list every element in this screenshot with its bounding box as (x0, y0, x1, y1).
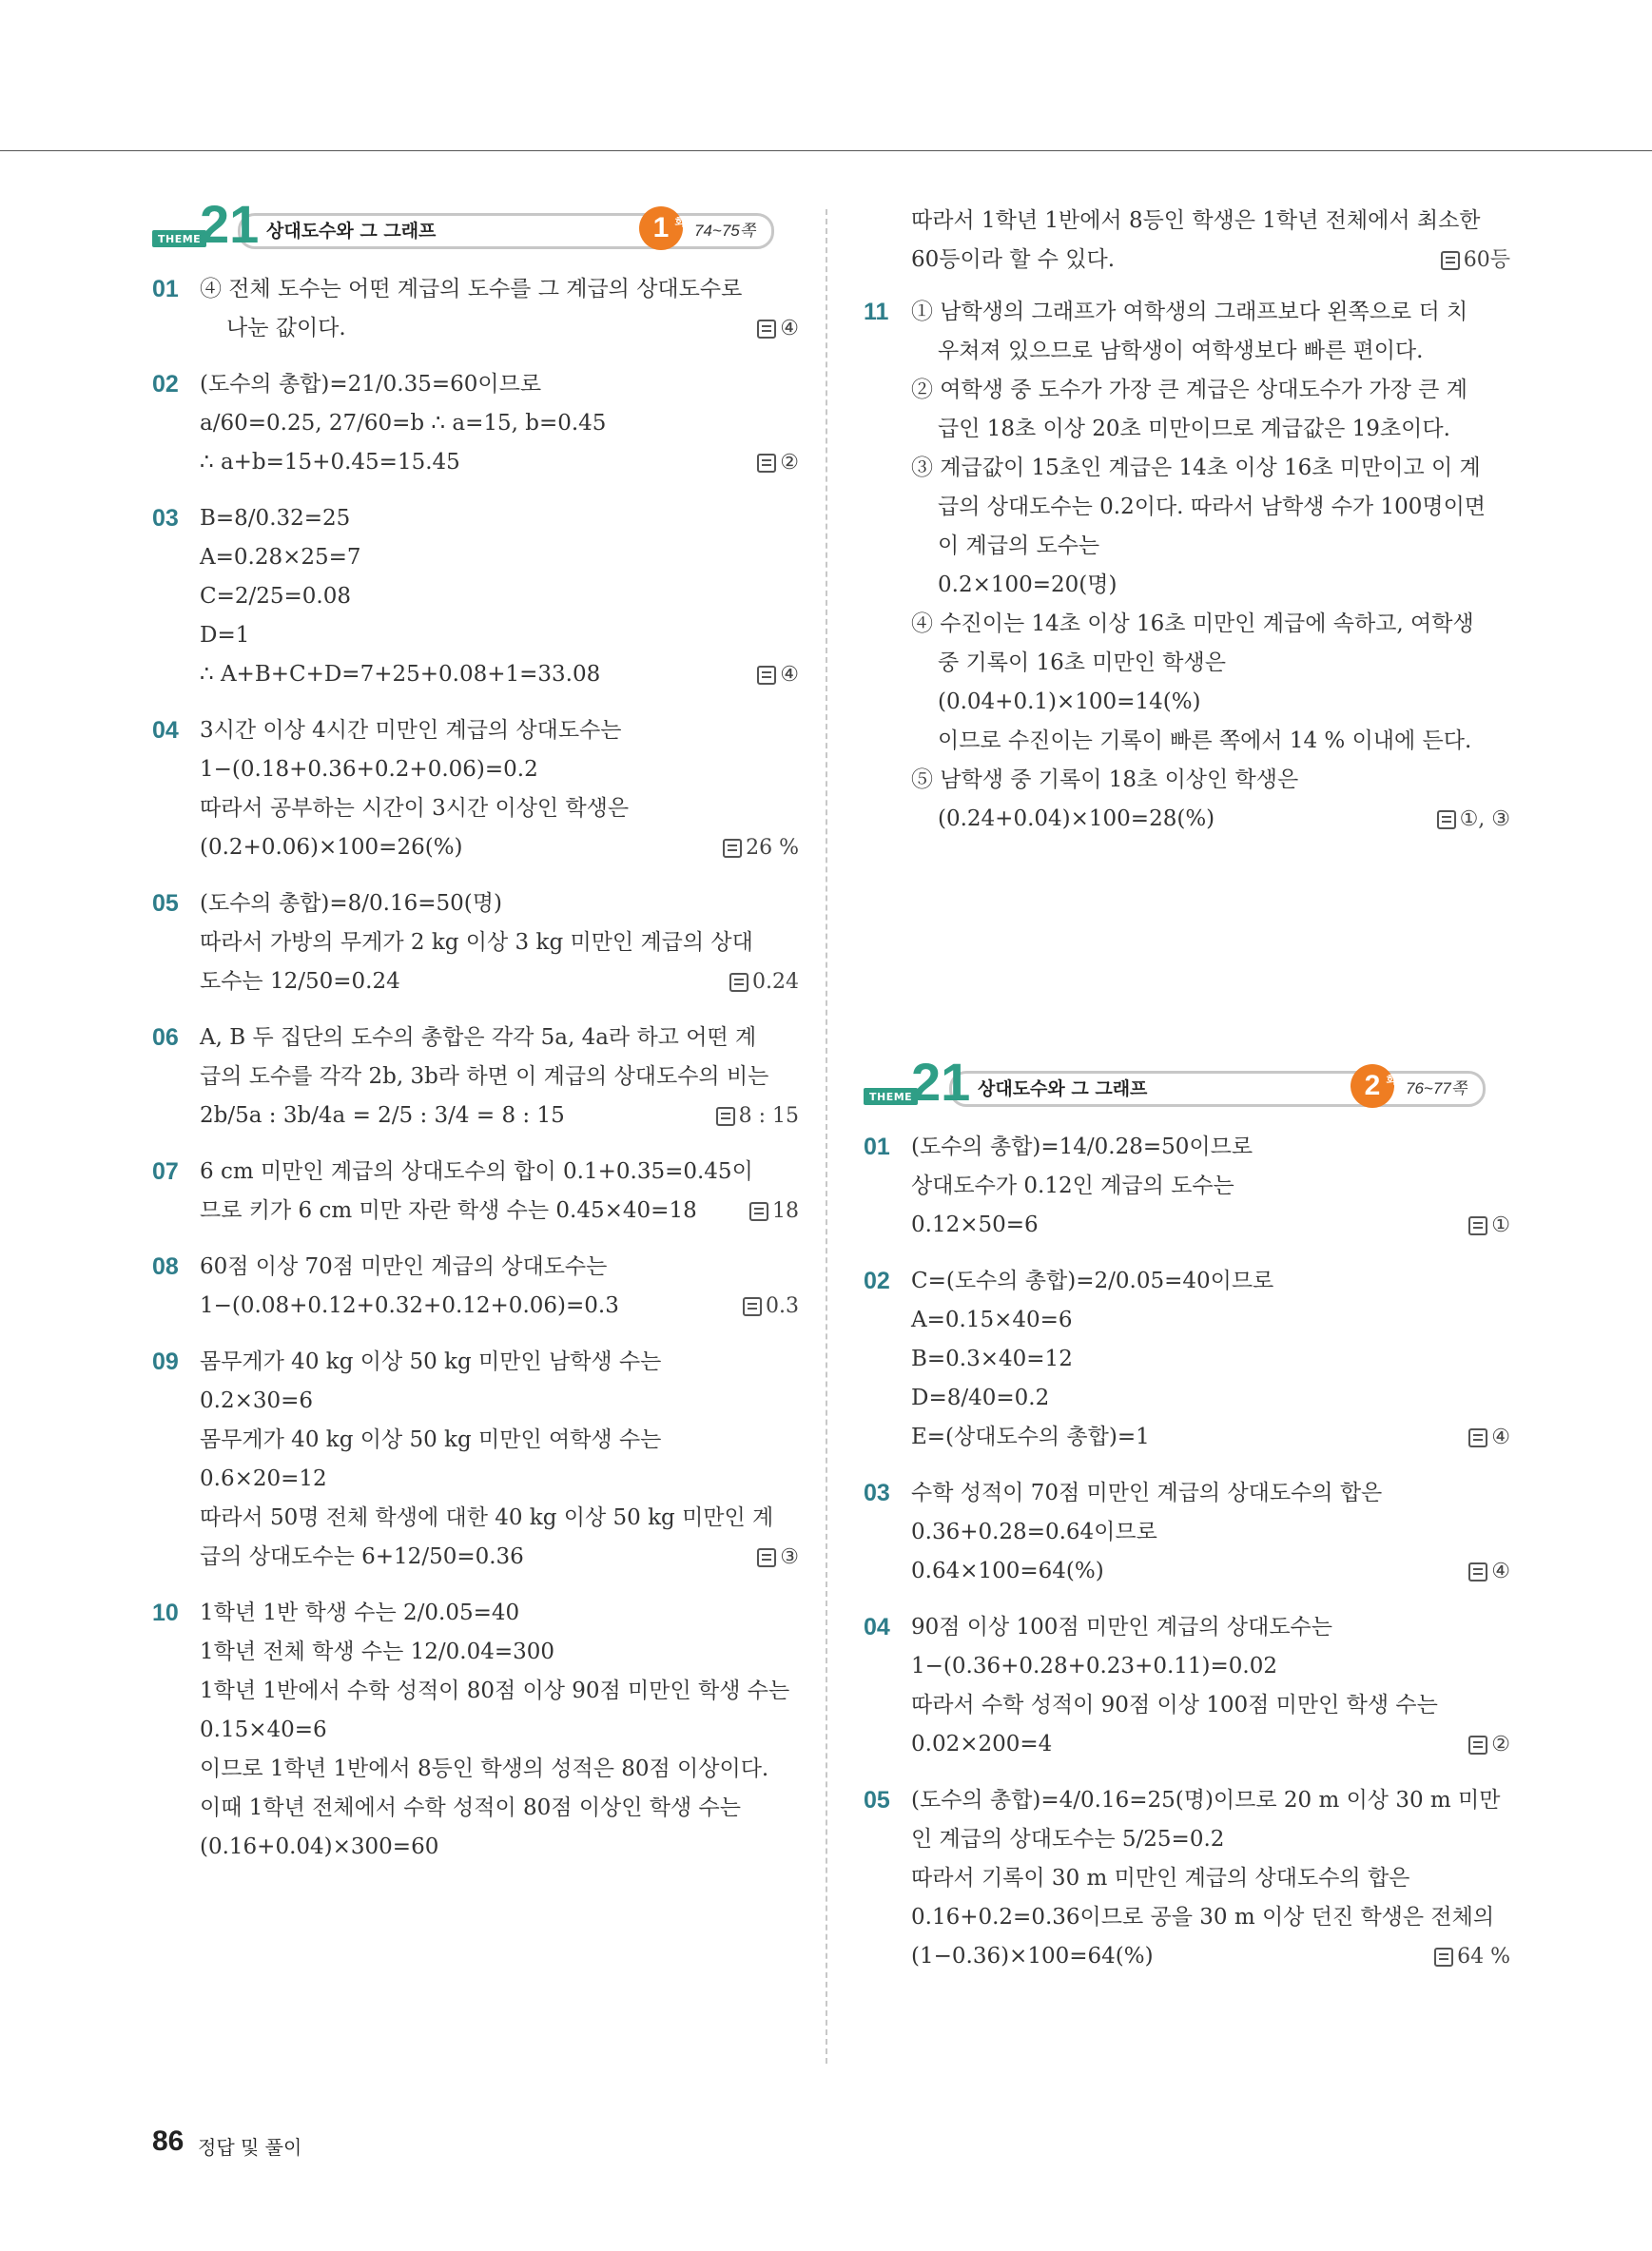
problem-02 (152, 365, 799, 482)
problem-08 (152, 1248, 799, 1326)
solution-text: 따라서 50명 전체 학생에 대한 40 kg 이상 50 kg 미만인 계 (200, 1505, 774, 1530)
carry-block (864, 202, 1510, 280)
solution-line (200, 1538, 799, 1577)
solution-text: ∴ A+B+C+D=7+25+0.08+1=33.08 (200, 662, 601, 687)
solution-text: 따라서 수학 성적이 90점 이상 100점 미만인 학생 수는 (911, 1693, 1438, 1717)
answer-value: ④ (1491, 1426, 1510, 1449)
solution-text: D=1 (200, 623, 250, 648)
answer-mark (1437, 800, 1510, 839)
solution-text: 0.02×200=4 (911, 1732, 1053, 1756)
carry-over-text (864, 202, 1510, 280)
problem-number: 02 (864, 1268, 890, 1294)
problem-number: 07 (152, 1158, 179, 1185)
solution-text: C=2/25=0.08 (200, 584, 352, 609)
answer-icon (1434, 1948, 1453, 1967)
solution-text: E=(상대도수의 총합)=1 (911, 1425, 1150, 1449)
theme-number: 21 (200, 194, 260, 254)
solution-line (911, 1340, 1510, 1379)
solution-line (200, 1153, 799, 1192)
solution-line (911, 1820, 1510, 1859)
problem-05 (864, 1781, 1510, 1976)
solution-line (911, 1262, 1510, 1301)
problem-02 (864, 1262, 1510, 1457)
solution-text: 1학년 1반에서 수학 성적이 80점 이상 90점 미만인 학생 수는 (200, 1679, 790, 1703)
answer-mark (757, 443, 799, 482)
solution-line (911, 1608, 1510, 1647)
solution-text: 이므로 1학년 1반에서 8등인 학생의 성적은 80점 이상이다. (200, 1756, 769, 1781)
problem-01 (152, 270, 799, 348)
answer-mark (757, 655, 799, 694)
solution-line (200, 1460, 799, 1499)
solution-line (911, 1167, 1510, 1206)
problem-06 (152, 1019, 799, 1135)
problem-03 (152, 499, 799, 694)
answer-icon (757, 666, 776, 685)
solution-text: 0.15×40=6 (200, 1717, 327, 1742)
answer-mark (1468, 1725, 1510, 1764)
solution-line (911, 1128, 1510, 1167)
left-problem-list (152, 270, 799, 1867)
solution-line (911, 1513, 1510, 1552)
solution-line (200, 1672, 799, 1711)
solution-line (200, 499, 799, 538)
solution-line (200, 1421, 799, 1460)
solution-line (200, 616, 799, 655)
answer-mark (749, 1192, 799, 1231)
problem-number: 05 (864, 1787, 890, 1814)
solution-line (200, 1343, 799, 1382)
solution-line (200, 828, 799, 867)
solution-line (911, 1418, 1510, 1457)
solution-line (200, 711, 799, 750)
solution-text: 0.64×100=64(%) (911, 1559, 1104, 1583)
solution-line (911, 683, 1510, 722)
solution-text: 3시간 이상 4시간 미만인 계급의 상대도수는 (200, 718, 622, 743)
solution-text: C=(도수의 총합)=2/0.05=40이므로 (911, 1269, 1274, 1293)
solution-text: D=8/40=0.2 (911, 1386, 1050, 1410)
answer-value: ④ (780, 317, 799, 340)
answer-value: ① (1491, 1213, 1510, 1237)
answer-icon (749, 1202, 768, 1221)
problem-number: 01 (152, 276, 179, 302)
answer-icon (1468, 1562, 1487, 1582)
answer-mark (757, 309, 799, 348)
answer-mark (1468, 1418, 1510, 1457)
solution-line (200, 1019, 799, 1058)
solution-text: 몸무게가 40 kg 이상 50 kg 미만인 남학생 수는 (200, 1349, 662, 1374)
solution-line (911, 371, 1510, 410)
problem-07 (152, 1153, 799, 1231)
solution-line (911, 1474, 1510, 1513)
round-badge: 2 회 (1351, 1064, 1394, 1108)
solution-line (911, 1725, 1510, 1764)
solution-text: ③ 계급값이 15초인 계급은 14초 이상 16초 미만이고 이 계 (911, 456, 1481, 480)
solution-text: 따라서 가방의 무게가 2 kg 이상 3 kg 미만인 계급의 상대 (200, 930, 753, 955)
solution-line (200, 538, 799, 577)
solution-line (911, 488, 1510, 527)
solution-text: (도수의 총합)=8/0.16=50(명) (200, 891, 502, 916)
solution-text: 우쳐져 있으므로 남학생이 여학생보다 빠른 편이다. (938, 339, 1424, 363)
answer-icon (1468, 1736, 1487, 1755)
solution-text: 수학 성적이 70점 미만인 계급의 상대도수의 합은 (911, 1481, 1383, 1505)
problem-number: 08 (152, 1253, 179, 1280)
page-number: 86 (152, 2125, 185, 2157)
solution-text: (0.04+0.1)×100=14(%) (938, 689, 1201, 714)
solution-text: (도수의 총합)=14/0.28=50이므로 (911, 1135, 1254, 1159)
problem-11 (864, 293, 1510, 839)
solution-text: 상대도수가 0.12인 계급의 도수는 (911, 1174, 1234, 1198)
solution-line (200, 1499, 799, 1538)
solution-line (200, 1192, 799, 1231)
solution-line (200, 1750, 799, 1789)
solution-text: 인 계급의 상대도수는 5/25=0.2 (911, 1827, 1225, 1852)
answer-value: ② (780, 451, 799, 475)
solution-text: 60등이라 할 수 있다. (911, 247, 1116, 272)
theme-header-2 (864, 1052, 1510, 1115)
answer-icon (1468, 1428, 1487, 1447)
solution-line (200, 1711, 799, 1750)
theme-title: 상대도수와 그 그래프 (978, 1078, 1148, 1099)
problem-03 (864, 1474, 1510, 1591)
solution-text: ∴ a+b=15+0.45=15.45 (200, 450, 460, 475)
solution-line (911, 332, 1510, 371)
solution-line (200, 1828, 799, 1867)
solution-text: 1학년 전체 학생 수는 12/0.04=300 (200, 1640, 555, 1664)
problem-number: 03 (864, 1480, 890, 1506)
solution-text: 나눈 값이다. (226, 316, 346, 340)
answer-icon (1437, 810, 1456, 829)
solution-line (200, 923, 799, 962)
right-column (864, 202, 1510, 1993)
solution-line (911, 1379, 1510, 1418)
solution-text: (0.16+0.04)×300=60 (200, 1834, 439, 1859)
solution-line (200, 577, 799, 616)
solution-text: 도수는 12/50=0.24 (200, 969, 400, 994)
right-problem-list (864, 1128, 1510, 1976)
solution-line (200, 1594, 799, 1633)
solution-text: (0.24+0.04)×100=28(%) (938, 806, 1215, 831)
solution-text: ① 남학생의 그래프가 여학생의 그래프보다 왼쪽으로 더 치 (911, 300, 1468, 324)
solution-line (911, 1552, 1510, 1591)
solution-line (911, 449, 1510, 488)
answer-value: 60등 (1463, 248, 1510, 272)
solution-text: 따라서 1학년 1반에서 8등인 학생은 1학년 전체에서 최소한 (911, 208, 1481, 233)
answer-value: ② (1491, 1733, 1510, 1756)
solution-line (911, 605, 1510, 644)
solution-line (911, 1647, 1510, 1686)
solution-line (200, 1633, 799, 1672)
problem-number: 05 (152, 890, 179, 917)
solution-line (911, 1937, 1510, 1976)
answer-value: 0.3 (766, 1294, 799, 1318)
solution-text: 급의 상대도수는 6+12/50=0.36 (200, 1544, 524, 1569)
answer-icon (757, 1548, 776, 1567)
solution-text: A, B 두 집단의 도수의 총합은 각각 5a, 4a라 하고 어떤 계 (200, 1025, 757, 1050)
solution-line (200, 962, 799, 1001)
solution-text: (도수의 총합)=21/0.35=60이므로 (200, 372, 542, 397)
answer-value: 64 % (1457, 1945, 1510, 1969)
answer-icon (1468, 1216, 1487, 1235)
solution-line (200, 309, 799, 348)
answer-mark (729, 962, 799, 1001)
answer-mark (1441, 241, 1510, 280)
solution-line (911, 1781, 1510, 1820)
top-rule (0, 150, 1652, 151)
answer-mark (743, 1287, 799, 1326)
solution-line (911, 202, 1510, 241)
solution-line (200, 655, 799, 694)
answer-value: ④ (780, 663, 799, 687)
answer-icon (729, 973, 748, 992)
theme-tag: THEME (152, 230, 206, 247)
solution-line (911, 1301, 1510, 1340)
solution-text: 1−(0.36+0.28+0.23+0.11)=0.02 (911, 1654, 1277, 1679)
page-label: 정답 및 풀이 (198, 2136, 302, 2159)
theme-tag: THEME (864, 1088, 918, 1105)
solution-line (200, 789, 799, 828)
solution-line (911, 1898, 1510, 1937)
solution-text: ⑤ 남학생 중 기록이 18초 이상인 학생은 (911, 767, 1299, 792)
solution-text: A=0.15×40=6 (911, 1308, 1073, 1332)
round-badge: 1 회 (639, 206, 683, 250)
solution-text: A=0.28×25=7 (200, 545, 361, 570)
solution-line (911, 1206, 1510, 1245)
solution-line (200, 1096, 799, 1135)
answer-value: 26 % (746, 836, 799, 860)
problem-number: 01 (864, 1134, 890, 1160)
column-divider (826, 209, 827, 2064)
solution-line (911, 527, 1510, 566)
answer-mark (716, 1096, 799, 1135)
solution-line (911, 1686, 1510, 1725)
solution-text: B=0.3×40=12 (911, 1347, 1073, 1371)
solution-text: 몸무게가 40 kg 이상 50 kg 미만인 여학생 수는 (200, 1427, 662, 1452)
solution-line (911, 722, 1510, 761)
problem-number: 02 (152, 371, 179, 398)
answer-icon (723, 839, 742, 858)
problem-01 (864, 1128, 1510, 1245)
solution-line (911, 241, 1510, 280)
solution-text: 0.2×100=20(명) (938, 572, 1118, 597)
problem-number: 10 (152, 1600, 179, 1626)
theme-header-1 (152, 194, 799, 257)
solution-text: 0.36+0.28=0.64이므로 (911, 1520, 1157, 1544)
answer-value: 0.24 (752, 970, 799, 994)
solution-text: 급의 상대도수는 0.2이다. 따라서 남학생 수가 100명이면 (938, 495, 1487, 519)
solution-text: 0.6×20=12 (200, 1466, 327, 1491)
problem-09 (152, 1343, 799, 1577)
solution-text: 60점 이상 70점 미만인 계급의 상대도수는 (200, 1254, 608, 1279)
solution-text: B=8/0.32=25 (200, 506, 351, 531)
answer-value: ①, ③ (1459, 807, 1510, 831)
answer-value: 18 (772, 1199, 799, 1223)
solution-line (200, 365, 799, 404)
answer-icon (757, 320, 776, 339)
solution-line (911, 800, 1510, 839)
solution-text: ④ 수진이는 14초 이상 16초 미만인 계급에 속하고, 여학생 (911, 611, 1474, 636)
solution-text: 이 계급의 도수는 (938, 534, 1100, 558)
solution-text: 1학년 1반 학생 수는 2/0.05=40 (200, 1601, 520, 1625)
answer-icon (1441, 251, 1460, 270)
problem-05 (152, 884, 799, 1001)
solution-line (911, 1859, 1510, 1898)
answer-mark (1468, 1206, 1510, 1245)
solution-text: (도수의 총합)=4/0.16=25(명)이므로 20 m 이상 30 m 미만 (911, 1788, 1501, 1813)
spacer (864, 856, 1510, 1059)
solution-text: 0.12×50=6 (911, 1213, 1039, 1237)
solution-text: 급인 18초 이상 20초 미만이므로 계급값은 19초이다. (938, 417, 1450, 441)
solution-line (911, 761, 1510, 800)
problem-04 (864, 1608, 1510, 1764)
answer-value: 8 : 15 (738, 1104, 799, 1128)
solution-line (911, 644, 1510, 683)
solution-line (911, 410, 1510, 449)
theme-title: 상대도수와 그 그래프 (266, 221, 437, 242)
solution-line (200, 1287, 799, 1326)
answer-mark (1434, 1937, 1510, 1976)
solution-text: 6 cm 미만인 계급의 상대도수의 합이 0.1+0.35=0.45이 (200, 1159, 753, 1184)
solution-text: 중 기록이 16초 미만인 학생은 (938, 650, 1226, 675)
answer-value: ③ (780, 1545, 799, 1569)
solution-text: 따라서 기록이 30 m 미만인 계급의 상대도수의 합은 (911, 1866, 1410, 1891)
solution-text: 1−(0.18+0.36+0.2+0.06)=0.2 (200, 757, 538, 782)
solution-text: 0.2×30=6 (200, 1388, 314, 1413)
solution-text: 1−(0.08+0.12+0.32+0.12+0.06)=0.3 (200, 1293, 619, 1318)
solution-line (200, 270, 799, 309)
solution-text: 2b/5a : 3b/4a = 2/5 : 3/4 = 8 : 15 (200, 1103, 565, 1128)
problem-11 (864, 293, 1510, 839)
solution-line (200, 1058, 799, 1096)
solution-line (911, 293, 1510, 332)
problem-number: 04 (152, 717, 179, 744)
problem-number: 09 (152, 1349, 179, 1375)
solution-line (200, 443, 799, 482)
solution-line (200, 884, 799, 923)
theme-pages: 76~77쪽 (1406, 1079, 1467, 1097)
solution-text: a/60=0.25, 27/60=b ∴ a=15, b=0.45 (200, 411, 607, 436)
solution-line (200, 1248, 799, 1287)
solution-line (200, 1789, 799, 1828)
theme-number: 21 (911, 1052, 971, 1112)
answer-mark (1468, 1552, 1510, 1591)
solution-text: 따라서 공부하는 시간이 3시간 이상인 학생은 (200, 796, 630, 821)
answer-icon (716, 1107, 735, 1126)
solution-text: (0.2+0.06)×100=26(%) (200, 835, 463, 860)
solution-text: 이때 1학년 전체에서 수학 성적이 80점 이상인 학생 수는 (200, 1795, 741, 1820)
solution-text: ④ 전체 도수는 어떤 계급의 도수를 그 계급의 상대도수로 (200, 277, 743, 301)
solution-text: 90점 이상 100점 미만인 계급의 상대도수는 (911, 1615, 1332, 1640)
solution-text: 이므로 수진이는 기록이 빠른 쪽에서 14 % 이내에 든다. (938, 728, 1472, 753)
answer-mark (757, 1538, 799, 1577)
solution-text: ② 여학생 중 도수가 가장 큰 계급은 상대도수가 가장 큰 계 (911, 378, 1467, 402)
answer-icon (743, 1297, 762, 1316)
solution-line (200, 750, 799, 789)
solution-line (200, 1382, 799, 1421)
solution-text: 급의 도수를 각각 2b, 3b라 하면 이 계급의 상대도수의 비는 (200, 1064, 769, 1089)
solution-line (200, 404, 799, 443)
answer-mark (723, 828, 799, 867)
problem-10 (152, 1594, 799, 1867)
problem-number: 03 (152, 505, 179, 532)
solution-line (911, 566, 1510, 605)
theme-pages: 74~75쪽 (694, 222, 756, 240)
solution-text: 므로 키가 6 cm 미만 자란 학생 수는 0.45×40=18 (200, 1198, 697, 1223)
answer-value: ④ (1491, 1560, 1510, 1583)
left-column (152, 194, 799, 1884)
problem-04 (152, 711, 799, 867)
problem-number: 06 (152, 1024, 179, 1051)
solution-text: 0.16+0.2=0.36이므로 공을 30 m 이상 던진 학생은 전체의 (911, 1905, 1495, 1930)
solution-text: (1−0.36)×100=64(%) (911, 1944, 1154, 1969)
problem-number: 04 (864, 1614, 890, 1640)
answer-icon (757, 454, 776, 473)
problem-number: 11 (864, 299, 889, 325)
